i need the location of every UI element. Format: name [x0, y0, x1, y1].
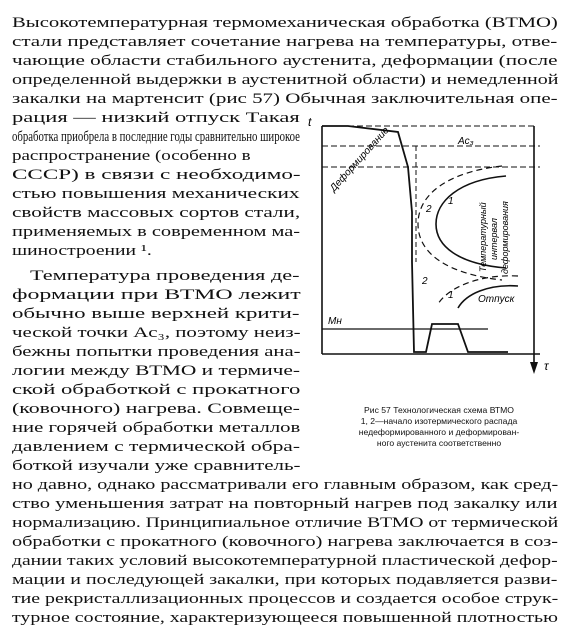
text-line: дании таких условий высокотемпературной пластической дефор- [12, 553, 558, 569]
caption-title: Рис 57 Технологическая схема ВТМО [364, 405, 514, 415]
text-line: стью повышения механических [12, 186, 300, 202]
text-line: турное состояние, характеризующееся повышенной плотностью [12, 610, 558, 626]
mn-label: Mн [328, 316, 342, 327]
text-line: обычно выше верхней крити- [12, 306, 300, 322]
axis-t-label: t [308, 115, 312, 129]
vtmo-diagram [308, 112, 566, 402]
interval-label-1: Температурный [478, 202, 488, 272]
text-line: (ковочного) нагрева. Совмеще- [12, 401, 300, 417]
arrow-head [530, 362, 538, 374]
text-line: ство уменьшения затрат на повторный нагрев под закалку или [12, 496, 558, 512]
text-line: стали представляет сочетание нагрева на температуры, отве- [12, 34, 558, 50]
axis-tau-label: τ [544, 359, 549, 373]
text-line: чающие области стабильного аустенита, деформации (после [12, 53, 558, 69]
text-line: обработка приобрела в последние годы сравнительно широкое [12, 129, 300, 145]
text-line: давлением с термической обра- [12, 439, 301, 455]
caption-line: ного аустенита соответственно [376, 438, 502, 448]
figure-caption [310, 405, 568, 449]
text-line: ской обработкой с прокатного [12, 382, 301, 398]
caption-line: 1, 2—начало изотермического распада [360, 416, 518, 426]
text-line: нормализацию. Принципиальное отличие ВТМО от термической [12, 515, 559, 531]
text-line: Температура проведения де- [30, 268, 300, 284]
text-line: мации и последующей закалки, при которых подавляется разви- [12, 572, 558, 588]
text-line: обработки с прокатного (ковочного) нагрева заключается в соз- [12, 534, 559, 550]
text-line: формации при ВТМО лежит [12, 287, 301, 303]
text-line: рация — низкий отпуск Такая [12, 110, 300, 126]
text-line: шиностроении ¹. [12, 243, 152, 259]
interval-label-3: деформирования [500, 201, 510, 274]
text-line: применяемых в современном ма- [12, 224, 301, 240]
text-line: ческой точки Ac₃, поэтому неиз- [12, 325, 301, 341]
curve-1-label-upper: 1 [448, 196, 454, 207]
text-line: тие рекристаллизационных процессов и создается особое струк- [12, 591, 559, 607]
text-line: бежны попытки проведения ана- [12, 344, 301, 360]
curve-1-label-lower: 1 [448, 290, 454, 301]
vtmo-schematic-figure [308, 112, 566, 402]
tempering-label: Отпуск [478, 294, 515, 305]
text-line: СССР) в связи с необходимо- [12, 167, 301, 183]
interval-label-2: интервал [489, 218, 499, 260]
text-line: но давно, однако рассматривали его главным образом, как сред- [12, 477, 559, 493]
curve-2-label-upper: 2 [426, 204, 432, 215]
text-line: закалки на мартенсит (рис 57) Обычная заключительная опе- [12, 91, 558, 107]
text-line: логии между ВТМО и термиче- [12, 363, 301, 379]
text-line: ние горячей обработки металлов [12, 420, 301, 436]
text-line: свойств массовых сортов стали, [12, 205, 301, 221]
caption-line: недеформированного и деформирован- [358, 427, 520, 437]
curve-2-label-lower: 2 [422, 276, 428, 287]
text-line: определенной выдержки в аустенитной области) и немедленной [12, 72, 559, 88]
ac3-label: Ac₃ [458, 136, 474, 147]
text-line: распространение (особенно в [12, 148, 251, 164]
text-line: боткой изучали уже сравнитель- [12, 458, 301, 474]
text-line: Высокотемпературная термомеханическая обработка (ВТМО) [12, 15, 558, 31]
deformation-label: Деформирование [328, 125, 392, 195]
